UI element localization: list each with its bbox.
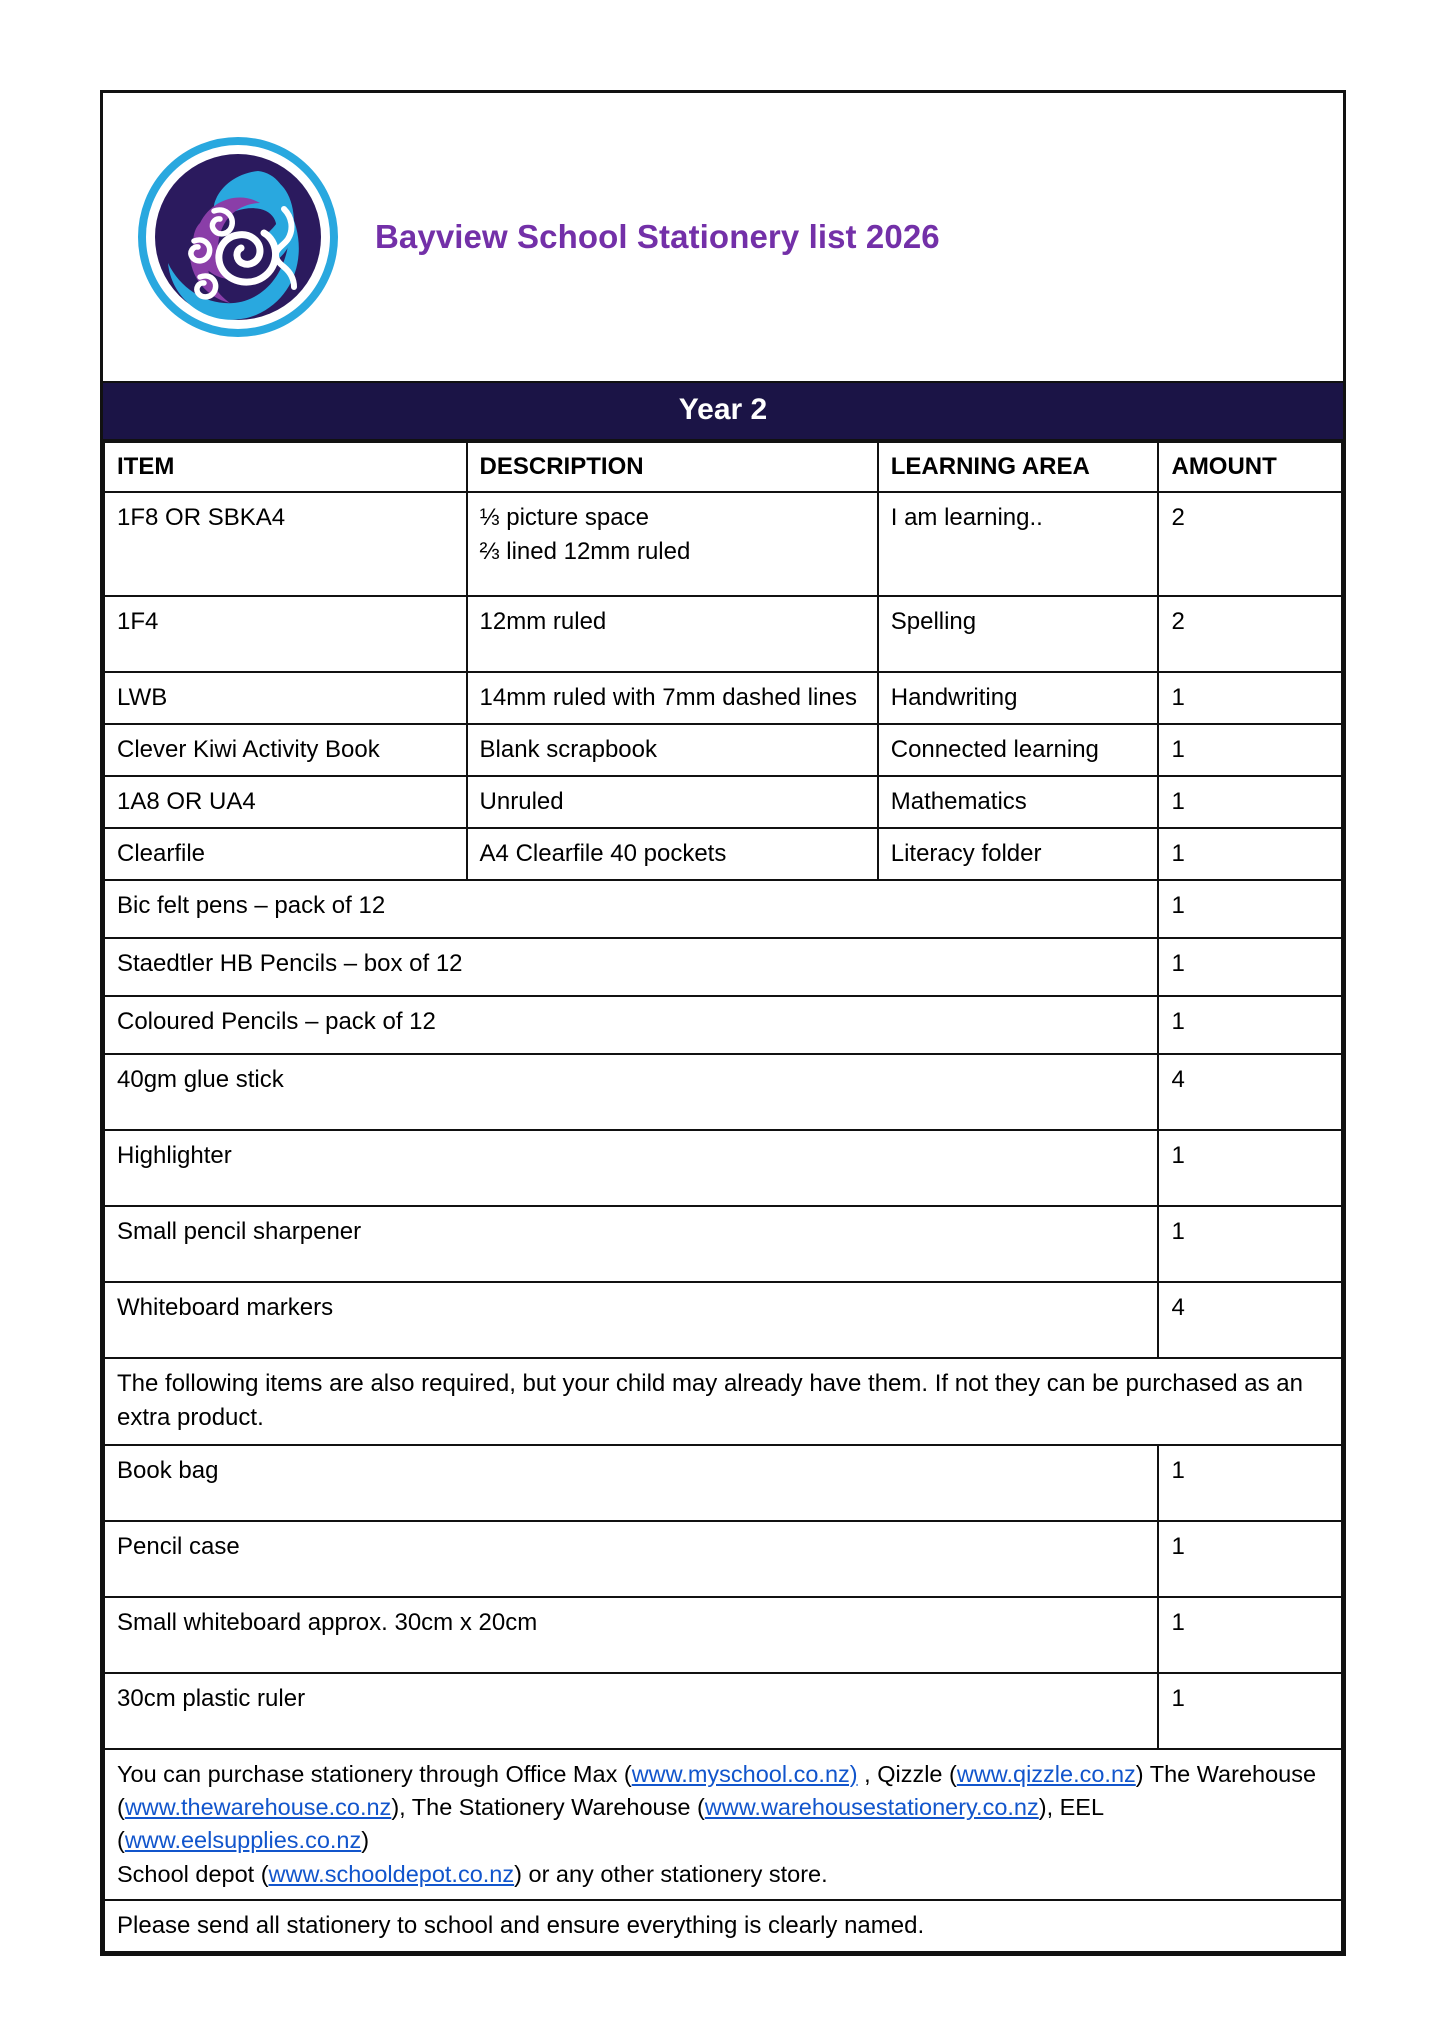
- cell-item: 1A8 OR UA4: [104, 776, 467, 828]
- table-row: [104, 596, 1342, 672]
- cell-amount: 1: [1158, 1673, 1342, 1749]
- link-warehousestationery[interactable]: www.warehousestationery.co.nz: [704, 1793, 1039, 1820]
- cell-item: Small pencil sharpener: [104, 1206, 1158, 1282]
- footer-text-6: ): [361, 1827, 370, 1854]
- footer-text-1: You can purchase stationery through Office Max (: [117, 1760, 632, 1787]
- cell-description: Blank scrapbook: [467, 724, 878, 776]
- link-schooldepot[interactable]: www.schooldepot.co.nz: [268, 1860, 515, 1887]
- cell-amount: 1: [1158, 1206, 1342, 1282]
- description-line-2: ⅔ lined 12mm ruled: [479, 538, 691, 566]
- cell-description: 12mm ruled: [467, 596, 878, 672]
- cell-item: Staedtler HB Pencils – box of 12: [104, 938, 1158, 996]
- cell-amount: 1: [1158, 724, 1342, 776]
- cell-amount: 1: [1158, 776, 1342, 828]
- column-header-amount: AMOUNT: [1158, 442, 1342, 492]
- cell-amount: 1: [1158, 938, 1342, 996]
- purchase-info: [104, 1749, 1342, 1900]
- cell-item: 1F8 OR SBKA4: [104, 492, 467, 596]
- cell-amount: 4: [1158, 1282, 1342, 1358]
- cell-description: Unruled: [467, 776, 878, 828]
- cell-item: Clever Kiwi Activity Book: [104, 724, 467, 776]
- table-row: [104, 1445, 1342, 1521]
- footer-links-row: [104, 1749, 1342, 1900]
- link-qizzle[interactable]: www.qizzle.co.nz: [956, 1760, 1136, 1787]
- table-row: [104, 880, 1342, 938]
- page-title: Bayview School Stationery list 2026: [375, 218, 940, 255]
- footer-text-3: ) The Warehouse (: [117, 1760, 1317, 1820]
- description-line-1: ⅓ picture space: [479, 504, 649, 532]
- table-header-row: [104, 442, 1342, 492]
- cell-amount: 1: [1158, 828, 1342, 880]
- cell-description: A4 Clearfile 40 pockets: [467, 828, 878, 880]
- stationery-list-document: [100, 90, 1346, 1956]
- cell-learning-area: Mathematics: [878, 776, 1159, 828]
- final-note: Please send all stationery to school and ensure everything is clearly named.: [104, 1900, 1342, 1952]
- extra-items-notice: The following items are also required, but your child may already have them. If not they can be purchased as an extra product.: [104, 1358, 1342, 1444]
- footer-text-8: ) or any other stationery store.: [514, 1860, 828, 1887]
- final-note-row: [104, 1900, 1342, 1952]
- year-band: Year 2: [103, 381, 1343, 441]
- cell-learning-area: Spelling: [878, 596, 1159, 672]
- document-header: [103, 93, 1343, 381]
- cell-amount: 1: [1158, 1130, 1342, 1206]
- cell-amount: 1: [1158, 1597, 1342, 1673]
- table-row: [104, 938, 1342, 996]
- table-row: [104, 1206, 1342, 1282]
- footer-text-7: School depot (: [117, 1860, 269, 1887]
- cell-amount: 4: [1158, 1054, 1342, 1130]
- cell-item: Small whiteboard approx. 30cm x 20cm: [104, 1597, 1158, 1673]
- cell-description: 14mm ruled with 7mm dashed lines: [467, 672, 878, 724]
- cell-item: 1F4: [104, 596, 467, 672]
- table-row: [104, 776, 1342, 828]
- cell-amount: 1: [1158, 1445, 1342, 1521]
- table-row: [104, 1054, 1342, 1130]
- table-row: [104, 1597, 1342, 1673]
- footer-text-4: ), The Stationery Warehouse (: [391, 1793, 705, 1820]
- cell-learning-area: Handwriting: [878, 672, 1159, 724]
- cell-item: 30cm plastic ruler: [104, 1673, 1158, 1749]
- link-myschool[interactable]: www.myschool.co.nz): [631, 1760, 858, 1787]
- stationery-table: [103, 441, 1343, 1953]
- cell-item: Whiteboard markers: [104, 1282, 1158, 1358]
- cell-amount: 1: [1158, 1521, 1342, 1597]
- cell-amount: 1: [1158, 880, 1342, 938]
- logo-container: [103, 137, 353, 337]
- table-row: [104, 996, 1342, 1054]
- cell-amount: 2: [1158, 492, 1342, 596]
- cell-item: LWB: [104, 672, 467, 724]
- cell-item: 40gm glue stick: [104, 1054, 1158, 1130]
- title-container: [353, 218, 1343, 256]
- column-header-description: DESCRIPTION: [467, 442, 878, 492]
- table-row: [104, 1130, 1342, 1206]
- cell-amount: 1: [1158, 996, 1342, 1054]
- table-row: [104, 724, 1342, 776]
- cell-learning-area: I am learning..: [878, 492, 1159, 596]
- cell-learning-area: Connected learning: [878, 724, 1159, 776]
- cell-description: [467, 492, 878, 596]
- cell-item: Book bag: [104, 1445, 1158, 1521]
- cell-item: Clearfile: [104, 828, 467, 880]
- table-row: [104, 492, 1342, 596]
- table-row: [104, 1521, 1342, 1597]
- cell-item: Coloured Pencils – pack of 12: [104, 996, 1158, 1054]
- cell-item: Pencil case: [104, 1521, 1158, 1597]
- cell-item: Highlighter: [104, 1130, 1158, 1206]
- cell-amount: 1: [1158, 672, 1342, 724]
- footer-text-2: , Qizzle (: [857, 1760, 957, 1787]
- table-row: [104, 1673, 1342, 1749]
- notice-row: [104, 1358, 1342, 1444]
- cell-amount: 2: [1158, 596, 1342, 672]
- link-thewarehouse[interactable]: www.thewarehouse.co.nz: [124, 1793, 392, 1820]
- table-row: [104, 672, 1342, 724]
- table-row: [104, 828, 1342, 880]
- footer-text-5: ), EEL (: [117, 1793, 1104, 1854]
- cell-learning-area: Literacy folder: [878, 828, 1159, 880]
- column-header-learning-area: LEARNING AREA: [878, 442, 1159, 492]
- table-row: [104, 1282, 1342, 1358]
- column-header-item: ITEM: [104, 442, 467, 492]
- bayview-school-logo-icon: [138, 137, 338, 337]
- link-eelsupplies[interactable]: www.eelsupplies.co.nz: [124, 1827, 362, 1854]
- cell-item: Bic felt pens – pack of 12: [104, 880, 1158, 938]
